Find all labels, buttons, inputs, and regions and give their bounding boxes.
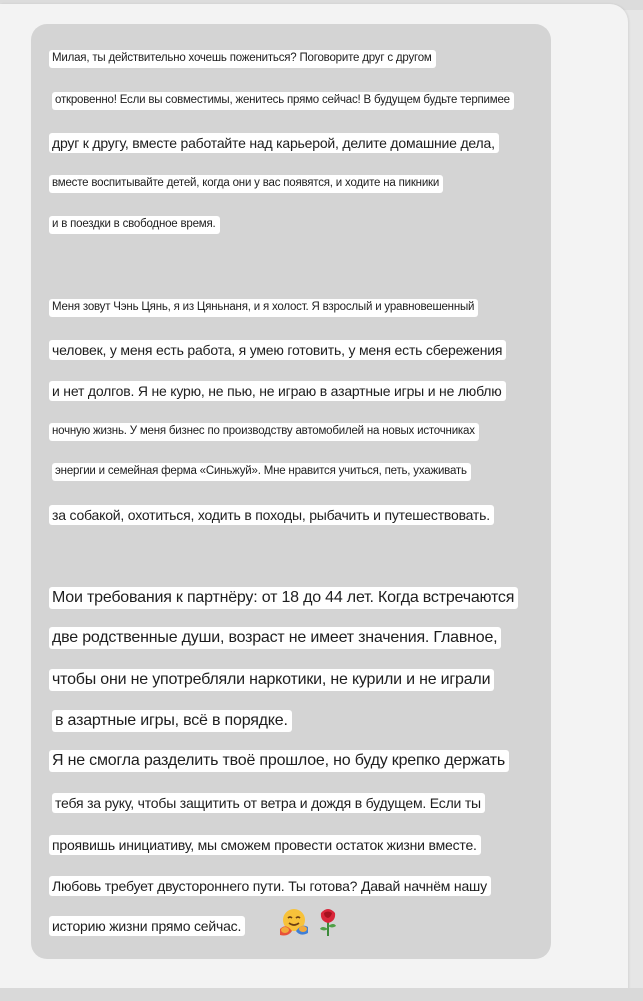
emoji-group xyxy=(277,907,339,937)
text-line: историю жизни прямо сейчас. xyxy=(49,916,245,936)
text-line: человек, у меня есть работа, я умею готовить, у меня есть сбережения xyxy=(49,340,506,360)
text-line: друг к другу, вместе работайте над карьерой, делите домашние дела, xyxy=(49,133,499,153)
text-line: чтобы они не употребляли наркотики, не курили и не играли xyxy=(49,669,494,691)
rose-emoji xyxy=(317,907,339,937)
text-line: за собакой, охотиться, ходить в походы, рыбачить и путешествовать. xyxy=(49,505,494,525)
post-card xyxy=(31,24,551,959)
text-line: Мои требования к партнёру: от 18 до 44 лет. Когда встречаются xyxy=(49,587,518,609)
text-line: вместе воспитывайте детей, когда они у вас появятся, и ходите на пикники xyxy=(49,175,443,193)
text-line: откровенно! Если вы совместимы, женитесь прямо сейчас! В будущем будьте терпимее xyxy=(52,92,514,110)
text-line: Я не смогла разделить твоё прошлое, но буду крепко держать xyxy=(49,750,509,772)
text-line: энергии и семейная ферма «Синьжуй». Мне нравится учиться, петь, ухаживать xyxy=(52,463,471,481)
text-line: ночную жизнь. У меня бизнес по производству автомобилей на новых источниках xyxy=(49,423,479,441)
text-line: проявишь инициативу, мы сможем провести остаток жизни вместе. xyxy=(49,835,481,855)
text-line: Милая, ты действительно хочешь пожениться? Поговорите друг с другом xyxy=(49,50,436,68)
text-line: и нет долгов. Я не курю, не пью, не играю в азартные игры и не люблю xyxy=(49,381,506,401)
bottom-edge xyxy=(0,988,643,1001)
text-line: в азартные игры, всё в порядке. xyxy=(52,710,292,732)
text-line: тебя за руку, чтобы защитить от ветра и дождя в будущем. Если ты xyxy=(52,793,485,813)
text-line: Меня зовут Чэнь Цянь, я из Цяньнаня, и я холост. Я взрослый и уравновешенный xyxy=(49,299,478,317)
text-line: Любовь требует двустороннего пути. Ты готова? Давай начнём нашу xyxy=(49,876,491,896)
text-line: и в поездки в свободное время. xyxy=(49,216,220,234)
hugging-face-emoji xyxy=(277,907,311,937)
text-line: две родственные души, возраст не имеет значения. Главное, xyxy=(49,627,501,649)
